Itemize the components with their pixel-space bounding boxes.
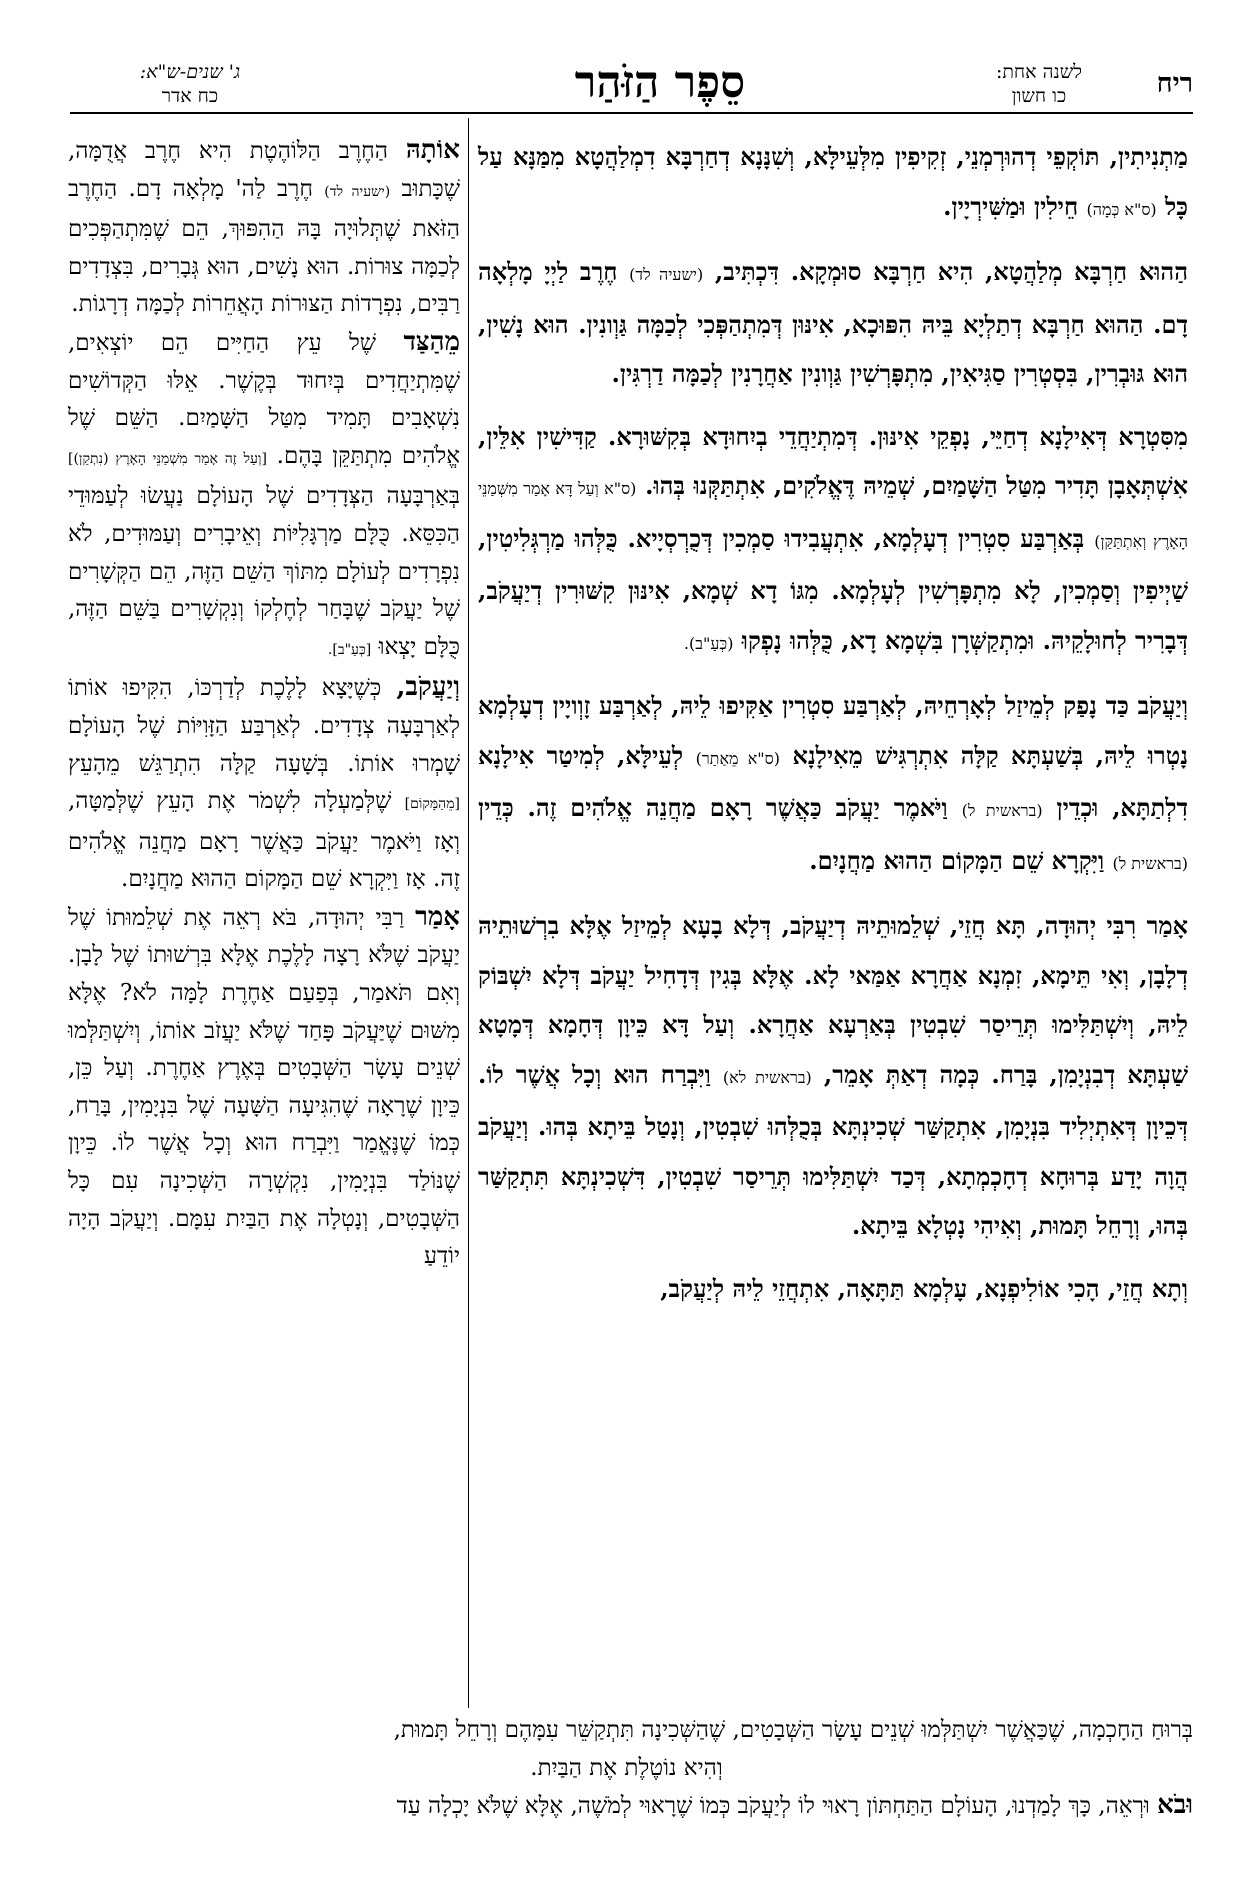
aramaic-text: מַתְנִיתִין, תּוֹקְפֵי דְהוּרְמְנֵי, זְקִיפִין מִלְּעֵילָּא, וְשִׁנָּנָא דְחַרְבָּא דִמְלַהֲטָא מִמַּנָּא עַל כָּל <box>478 142 1188 221</box>
aramaic-paragraph-2 <box>478 247 1188 399</box>
aramaic-column <box>478 132 1188 1707</box>
aramaic-paragraph-4 <box>478 681 1188 888</box>
aramaic-text: הַהוּא חַרְבָּא מְלַהֲטָא, הִיא חַרְבָּא סוּמְקָא. דִּכְתִּיב, <box>714 257 1188 286</box>
multi-year-schedule <box>70 60 310 108</box>
bottom-line-2: וְהִיא נוֹטֶלֶת אֶת הַבַּיִת. <box>530 1754 723 1781</box>
aramaic-text: לְעֵילָּא, לְמִיטַר אִילָנָא דִלְתַתָּא, וּכְדֵין <box>478 740 1189 822</box>
bottom-line-3 <box>60 1787 1193 1826</box>
source-reference: [מֵהַמָּקוֹם] <box>404 796 460 813</box>
translation-paragraph-1 <box>68 132 460 324</box>
translation-paragraph-2 <box>68 324 460 669</box>
source-reference: (ישעיה לד) <box>324 183 391 200</box>
translation-text: כְּשֶׁיָּצָא לָלֶכֶת לְדַרְכּוֹ, הִקִּיפוּ אוֹתוֹ לְאַרְבָּעָה צְדָדִים. לְאַרְבַּע הַזָּוִיּוֹת שֶׁל הָעוֹלָם שָׁמְרוּ אוֹתוֹ. בְּשָׁעָה קַלָּה הִתְרַגֵּשׁ מֵהָעֵץ <box>68 675 460 777</box>
translation-text: שֶׁלְּמַעְלָה לִשְׁמֹר אֶת הָעֵץ שֶׁלְּמַטָּה, וְאָז וַיֹּאמֶר יַעֲקֹב כַּאֲשֶׁר רָאָם מַחֲנֵה אֱלֹהִים זֶה. אָז וַיִּקְרָא שֵׁם הַמָּקוֹם הַהוּא מַחֲנָיִם. <box>68 788 460 893</box>
translation-paragraph-3 <box>68 669 460 899</box>
aramaic-text: חֵילִין וּמַשִּׁירְיָין. <box>943 191 1079 221</box>
paragraph-lead-word: אָמַר <box>415 901 461 932</box>
translation-text: הַחֶרֶב הַלּוֹהֶטֶת הִיא חֶרֶב אֲדֻמָּה, שֶׁכָּתוּב <box>68 138 461 202</box>
aramaic-paragraph-1 <box>478 132 1188 234</box>
aramaic-paragraph-6 <box>478 1264 1188 1314</box>
paragraph-lead-word: מֵהַצַּד <box>403 326 460 357</box>
one-year-date: כו חשון <box>1011 85 1067 107</box>
paragraph-lead-word: אוֹתָהּ <box>405 135 460 165</box>
aramaic-text: וַיִּבְרַח הוּא וְכָל אֲשֶׁר לוֹ. דְּכֵיוָן דְּאִתְיְלִיד בִּנְיָמִן, אִתְקַשַּׁר שְׁכִינְתָּא בְּכֻלְּהוּ שִׁבְטִין, וְנָטַל בֵּיתָא בְּהוּ. וְיַעֲקֹב הֲוָה יָדַע בְּרוּחָא דְחָכְמְתָא, דְּכַד יִשְׁתַּלִּימוּ תְּרֵיסַר שִׁבְטִין, דִּשְׁכִינְתָּא תִּתְקַשַּׁר בְּהוּ, וְרָחֵל תָּמוּת, וְאִיהִי נָטְלָא בֵּיתָא. <box>478 1059 1188 1240</box>
translation-text: שֶׁל עֵץ הַחַיִּים הֵם יוֹצְאִים, שֶׁמִּתְיַחֲדִים בְּיִחוּד בְּקֶשֶׁר. אֵלּוּ הַקְּדוֹשִׁים נִשְׁאָבִים תָּמִיד מִטַּל הַשָּׁמַיִם. הַשֵּׁם שֶׁל אֱלֹהִים מִתְתַּקֵּן בָּהֶם. <box>68 329 460 469</box>
source-reference: (בראשית לא) <box>722 1067 812 1087</box>
multi-year-label: ג' שנים-ש"א: <box>139 61 241 83</box>
page-number: ריח <box>1156 68 1193 99</box>
source-reference: (ס"א כְּמָה) <box>1086 199 1157 219</box>
translation-text: וּרְאֵה, כָּךְ לָמַדְנוּ, הָעוֹלָם הַתַּחְתּוֹן רָאוּי לוֹ לְיַעֲקֹב כְּמוֹ שֶׁרָאוּי לְמֹשֶׁה, אֶלָּא שֶׁלֹּא יָכְלָה עַד <box>396 1793 1150 1819</box>
aramaic-text: וְתָא חֲזֵי, הָכִי אוֹלִיפְנָא, עָלְמָא תַּתָּאָה, אִתְחֲזֵי לֵיהּ לְיַעֲקֹב, <box>660 1273 1188 1303</box>
source-reference: (בראשית ל) <box>1112 853 1188 873</box>
aramaic-paragraph-3 <box>478 412 1188 669</box>
bottom-continuation <box>60 1712 1193 1826</box>
one-year-label: לשנה אחת: <box>995 61 1083 83</box>
source-reference: (בראשית ל) <box>961 801 1043 820</box>
aramaic-text: בְּאַרְבַּע סִטְרִין דְעָלְמָא, אִתְעֲבִידוּ סַמְכִין דְּכֻרְסְיָיא. כֻּלְּהוּ מַרְגְּלִיטִין, שַׁיְיפִין וְסַמְכִין, לָא מִתְפָּרְשִׁין לְעָלְמָא. מִגּוֹ דָא שְׁמָא, אִינּוּן קִשּׁוּרִין דְיַעֲקֹב, דְּבָרִיר לְחוּלָקֵיהּ. וּמִתְקַשְּׁרָן בִּשְׁמָא דָא, כֻּלְּהוּ נָפְקוּ <box>478 523 1188 655</box>
aramaic-paragraph-5 <box>478 901 1188 1251</box>
source-reference: (ס"א מֵאַתַר) <box>695 748 780 768</box>
multi-year-date: כח אדר <box>161 85 219 107</box>
book-title: סֵפֶר הַזֹּהַר <box>574 57 746 108</box>
translation-text: רַבִּי יְהוּדָה, בֹּא רְאֵה אֶת שְׁלֵמוּתוֹ שֶׁל יַעֲקֹב שֶׁלֹּא רָצָה לָלֶכֶת אֶלָּא בִּרְשׁוּתוֹ שֶׁל לָבָן. וְאִם תֹּאמַר, בְּפַעַם אַחֶרֶת לָמָּה לֹא? אֶלָּא מִשּׁוּם שֶׁיַּעֲקֹב פָּחַד שֶׁלֹּא יַעֲזֹב אוֹתוֹ, וְיִשְׁתַּלְּמוּ שְׁנֵים עָשָׂר הַשְּׁבָטִים בְּאֶרֶץ אַחֶרֶת. וְעַל כֵּן, כֵּיוָן שֶׁרָאָה שֶׁהִגִּיעָה הַשָּׁעָה שֶׁל בִּנְיָמִין, בָּרַח, כְּמוֹ שֶׁנֶּאֱמַר וַיִּבְרַח הוּא וְכָל אֲשֶׁר לוֹ. כֵּיוָן שֶׁנּוֹלַד בִּנְיָמִין, נִקְשְׁרָה הַשְּׁכִינָה עִם כָּל הַשְּׁבָטִים, וְנָטְלָה אֶת הַבַּיִת עִמָּם. וְיַעֲקֹב הָיָה יוֹדֵעַ <box>68 904 460 1270</box>
bottom-line-1: בְּרוּחַ הַחָכְמָה, שֶׁכַּאֲשֶׁר יִשְׁתַּלְּמוּ שְׁנֵים עָשָׂר הַשְּׁבָטִים, שֶׁהַשְּׁכִינָה תִּתְקַשֵּׁר עִמָּהֶם וְרָחֵל תָּמוּת, <box>393 1717 1193 1743</box>
column-divider <box>468 118 469 1708</box>
aramaic-text: וַיֹּאמֶר יַעֲקֹב כַּאֲשֶׁר רָאָם מַחֲנֵה אֱלֹהִים זֶה. כְּדֵין <box>478 793 948 822</box>
source-reference: [כְּעַ"ב]. <box>327 641 372 658</box>
paragraph-lead-word: וּבֹא <box>1157 1790 1193 1820</box>
translation-paragraph-4 <box>68 899 460 1276</box>
aramaic-text: וַיִּקְרָא שֵׁם הַמָּקוֹם הַהוּא מַחֲנָיִם. <box>809 845 1105 875</box>
aramaic-text: אָמַר רִבִּי יְהוּדָה, תָּא חֲזֵי, שְׁלֵמוּתֵיהּ דְיַעֲקֹב, דְּלָא בָעָא לְמֵיזַל אֶלָּא בִרְשׁוּתֵיהּ דְלָבָן, וְאִי תֵּימָא, זִמְנָא אַחֲרָא אַמַּאי לָא. אֶלָּא בְּגִין דְּדָחִיל יַעֲקֹב דְּלָא יִשְׁבּוֹק לֵיהּ, וְיִשְׁתַּלִּימוּ תְּרֵיסַר שִׁבְטִין בְּאַרְעָא אַחֲרָא. וְעַל דָּא כֵּיוָן דְּחָמָא דְּמָטָא שַׁעְתָּא דְבִנְיָמִן, בָּרַח. כְּמָה דְאַתְּ אָמֵר, <box>478 911 1189 1089</box>
one-year-block <box>969 60 1109 108</box>
translation-text: חֶרֶב לַה' מָלְאָה דָם. הַחֶרֶב הַזֹּאת שֶׁתְּלוּיָה בָּהּ הַהִפּוּךְ, הֵם שֶׁמִּתְהַפְּכִים לְכַמָּה צוּרוֹת. הוּא נָשִׁים, הוּא גְּבָרִים, בִּצְדָדִים רַבִּים, נִפְרָדוֹת הַצּוּרוֹת הָאֲחֵרוֹת לְכַמָּה דְרָגוֹת. <box>68 175 460 318</box>
aramaic-text: חֶרֶב לַיְיָ מָלְאָה דָם. הַהוּא חַרְבָּא דְתַלְיָא בֵּיהּ הִפּוּכָא, אִינּוּן דְּמִתְהַפְּכִי לְכַמָּה גַּוְונִין. הוּא נָשִׁין, הוּא גּוּבְרִין, בִּסְטְרִין סַגִּיאִין, מִתְפָּרְשִׁין גַּוְונִין אַחֲרָנִין לְכַמָּה דַרְגִּין. <box>478 257 1188 388</box>
aramaic-text: וְיַעֲקֹב כַּד נָפַק לְמֵיזַל לְאָרְחֵיהּ, לְאַרְבַּע סִטְרִין אַקִּיפוּ לֵיהּ, לְאַרְבַּע זָוְויָין דְעָלְמָא נָטְרוּ לֵיהּ, בְּשַׁעְתָּא קַלָּה אִתְרְגִּישׁ מֵאִילָנָא <box>478 691 1189 770</box>
source-reference: [וְעַל זֶה אָמַר מִשְׁמַנֵּי הָאָרֶץ (נִתְקַן)] <box>68 450 267 467</box>
header-rule <box>70 112 1193 114</box>
source-reference: (ישעיה לד) <box>629 265 704 284</box>
aramaic-text: מִסִּטְרָא דְּאִילָנָא דְחַיֵּי, נָפְקֵי אִינּוּן. דְּמִתְיַחֲדֵי בְיִחוּדָא בְּקִשּׁוּרָא. קַדִּישִׁין אִלֵּין, אִשְׁתְּאָבָן תָּדִיר מִטַּל הַשָּׁמַיִם, שְׁמֵיהּ דֶּאֱלֹקִים, אִתְתַּקְּנוּ בְּהוּ. <box>478 421 1189 500</box>
translation-text: בְּאַרְבָּעָה הַצְּדָדִים שֶׁל הָעוֹלָם נַעֲשׂוּ לְעַמּוּדֵי הַכִּסֵּא. כֻּלָּם מַרְגָּלִיּוֹת וְאֵיבָרִים וְעַמּוּדִים, לֹא נִפְרָדִים לְעוֹלָם מִתּוֹךְ הַשֵּׁם הַזֶּה, הֵם הַקְּשָׁרִים שֶׁל יַעֲקֹב שֶׁבָּחַר לְחֶלְקוֹ וְנִקְשָׁרִים בַּשֵּׁם הַזֶּה, כֻּלָּם יָצְאוּ <box>68 483 460 660</box>
paragraph-lead-word: וְיַעֲקֹב, <box>396 672 460 703</box>
translation-column <box>68 132 460 1707</box>
source-reference: (כְּעַ"ב). <box>683 633 734 653</box>
source-reference: (ס"א וְעַל דָּא אָמַר מִשְּׁמַנֵּי הָאָרֶץ וְאִתְתַּקַּן) <box>478 479 1188 551</box>
